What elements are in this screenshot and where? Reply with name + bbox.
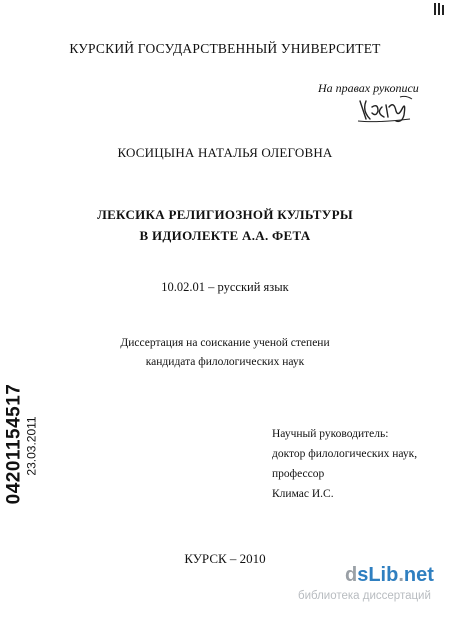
archive-stamp-number (4, 374, 24, 514)
author-name: КОСИЦЫНА НАТАЛЬЯ ОЛЕГОВНА (117, 145, 333, 160)
dslib-watermark (298, 564, 446, 614)
stamp-number-text: 04201154517 (3, 383, 24, 505)
dslib-logo: dsLib.net (345, 564, 434, 586)
advisor-name: Климас И.С. (272, 488, 334, 500)
stamp-date-text: 23.03.2011 (25, 416, 40, 476)
advisor-degree: доктор филологических наук, (272, 448, 418, 460)
manuscript-note: На правах рукописи (318, 81, 419, 95)
advisor-rank: профессор (272, 468, 325, 480)
dissertation-title-line2: В ИДИОЛЕКТЕ А.А. ФЕТА (139, 228, 311, 243)
dslib-subtitle: библиотека диссертаций (298, 590, 431, 602)
archive-stamp-date (24, 396, 40, 496)
university-name: КУРСКИЙ ГОСУДАРСТВЕННЫЙ УНИВЕРСИТЕТ (69, 41, 381, 56)
specialty-code: 10.02.01 – русский язык (161, 280, 289, 294)
degree-purpose-line2: кандидата филологических наук (145, 356, 305, 368)
corner-mark-icon (432, 2, 448, 16)
city-year: КУРСК – 2010 (184, 551, 266, 566)
scientific-advisor-block (272, 424, 417, 504)
advisor-label: Научный руководитель: (272, 428, 389, 440)
dissertation-title-line1: ЛЕКСИКА РЕЛИГИОЗНОЙ КУЛЬТУРЫ (97, 207, 353, 222)
handwritten-signature (356, 93, 416, 127)
degree-purpose-line1: Диссертация на соискание ученой степени (120, 337, 330, 349)
